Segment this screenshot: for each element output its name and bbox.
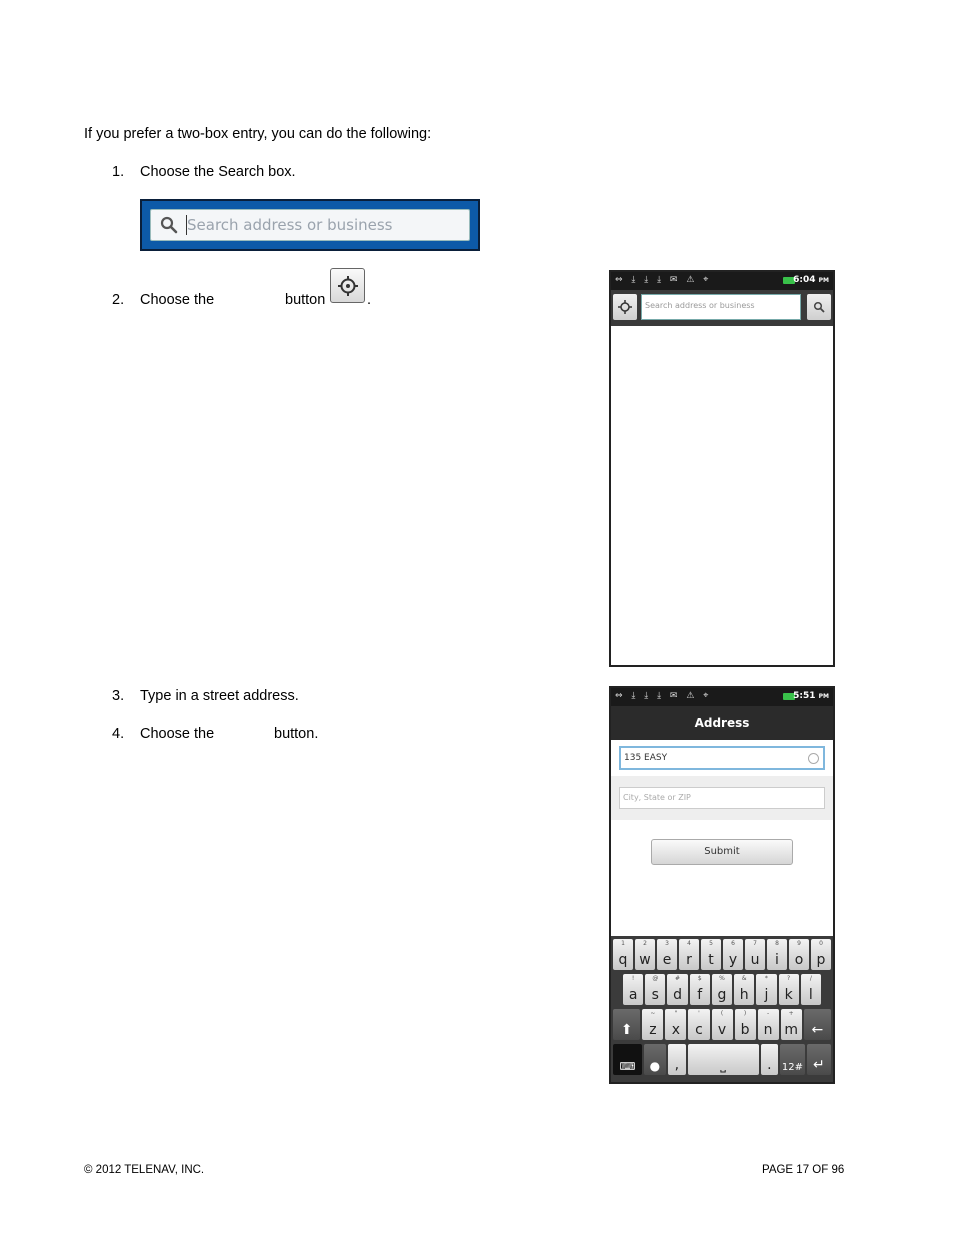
street-value: 135 EASY	[624, 753, 668, 763]
city-state-zip-input[interactable]	[619, 787, 825, 809]
shift-arrow-icon: ⬆	[620, 1022, 633, 1038]
keyboard	[611, 936, 833, 1082]
key-g[interactable]: % g	[712, 974, 732, 1005]
search-field[interactable]	[150, 209, 470, 241]
key-d[interactable]: # d	[667, 974, 687, 1005]
search-box-screenshot[interactable]	[140, 199, 480, 251]
key-r[interactable]: 4 r	[679, 939, 699, 970]
crosshair-icon	[337, 275, 359, 297]
backspace-arrow-icon: ←	[811, 1022, 824, 1038]
keyboard-row-3	[613, 1009, 831, 1040]
key-o[interactable]: 9 o	[789, 939, 809, 970]
key-k[interactable]: ? k	[779, 974, 799, 1005]
enter-arrow-icon: ↵	[812, 1057, 825, 1073]
submit-button[interactable]: Submit	[651, 839, 793, 865]
step-1-number: 1.	[112, 164, 125, 180]
space-key[interactable]	[688, 1044, 759, 1075]
screen-title: Address	[611, 706, 833, 740]
key-q[interactable]: 1 q	[613, 939, 633, 970]
keyboard-icon: ⌨	[619, 1060, 636, 1073]
period-key[interactable]: .	[761, 1044, 779, 1075]
search-bar	[611, 290, 833, 326]
street-address-input[interactable]	[619, 746, 825, 770]
keyboard-row-2	[623, 974, 821, 1005]
status-bar	[611, 688, 833, 706]
footer-copyright: © 2012 TELENAV, INC.	[84, 1164, 205, 1176]
search-icon	[160, 216, 178, 234]
status-time: 6:04 PM	[793, 275, 829, 285]
key-v[interactable]: ( v	[712, 1009, 733, 1040]
phone-screenshot-address	[609, 686, 835, 1084]
key-s[interactable]: @ s	[645, 974, 665, 1005]
keyboard-row-4	[613, 1044, 831, 1075]
key-c[interactable]: ' c	[688, 1009, 709, 1040]
enter-key[interactable]	[807, 1044, 831, 1075]
key-l[interactable]: / l	[801, 974, 821, 1005]
search-placeholder: Search address or business	[187, 216, 393, 234]
clear-icon[interactable]	[808, 753, 819, 764]
search-input[interactable]	[641, 294, 801, 320]
step-3-number: 3.	[112, 688, 125, 704]
locate-button[interactable]	[330, 268, 365, 303]
key-a[interactable]: ! a	[623, 974, 643, 1005]
key-z[interactable]: ~ z	[642, 1009, 663, 1040]
phone-screenshot-search	[609, 270, 835, 667]
mic-key[interactable]	[644, 1044, 666, 1075]
locate-button[interactable]	[613, 294, 637, 320]
step-3-text: Type in a street address.	[140, 688, 299, 704]
status-bar	[611, 272, 833, 290]
key-b[interactable]: ) b	[735, 1009, 756, 1040]
step-2-text-after: button	[285, 292, 326, 308]
status-time: 5:51 PM	[793, 691, 829, 701]
status-icons: ⇔ ⤓ ⤓ ⤓ ✉ ⚠ ⌖	[615, 275, 712, 285]
key-p[interactable]: 0 p	[811, 939, 831, 970]
city-placeholder: City, State or ZIP	[623, 793, 691, 802]
step-1-text: Choose the Search box.	[140, 164, 296, 180]
step-4-text-after: button.	[274, 726, 319, 742]
key-x[interactable]: " x	[665, 1009, 686, 1040]
step-4-number: 4.	[112, 726, 125, 742]
status-icons: ⇔ ⤓ ⤓ ⤓ ✉ ⚠ ⌖	[615, 691, 712, 701]
key-f[interactable]: $ f	[690, 974, 710, 1005]
key-w[interactable]: 2 w	[635, 939, 655, 970]
key-h[interactable]: & h	[734, 974, 754, 1005]
symbols-key[interactable]: 12#	[780, 1044, 804, 1075]
step-4-text-before: Choose the	[140, 726, 215, 742]
keyboard-switch-key[interactable]	[613, 1044, 642, 1075]
search-icon	[813, 301, 825, 313]
key-m[interactable]: + m	[781, 1009, 802, 1040]
microphone-icon: ●	[649, 1059, 661, 1073]
intro-text: If you prefer a two-box entry, you can do the following:	[84, 126, 432, 142]
backspace-key[interactable]	[804, 1009, 831, 1040]
key-j[interactable]: * j	[756, 974, 776, 1005]
key-t[interactable]: 5 t	[701, 939, 721, 970]
step-2-period: .	[367, 292, 372, 308]
step-2-text-before: Choose the	[140, 292, 215, 308]
space-bar-icon: ⎵	[720, 1057, 726, 1073]
key-e[interactable]: 3 e	[657, 939, 677, 970]
crosshair-icon	[618, 300, 632, 314]
key-i[interactable]: 8 i	[767, 939, 787, 970]
footer-page-number: PAGE 17 OF 96	[762, 1164, 845, 1176]
keyboard-row-1	[613, 939, 831, 970]
search-button[interactable]	[807, 294, 831, 320]
search-placeholder: Search address or business	[645, 301, 755, 310]
shift-key[interactable]	[613, 1009, 640, 1040]
key-y[interactable]: 6 y	[723, 939, 743, 970]
step-2-number: 2.	[112, 292, 125, 308]
key-u[interactable]: 7 u	[745, 939, 765, 970]
key-n[interactable]: - n	[758, 1009, 779, 1040]
comma-key[interactable]: ,	[668, 1044, 686, 1075]
